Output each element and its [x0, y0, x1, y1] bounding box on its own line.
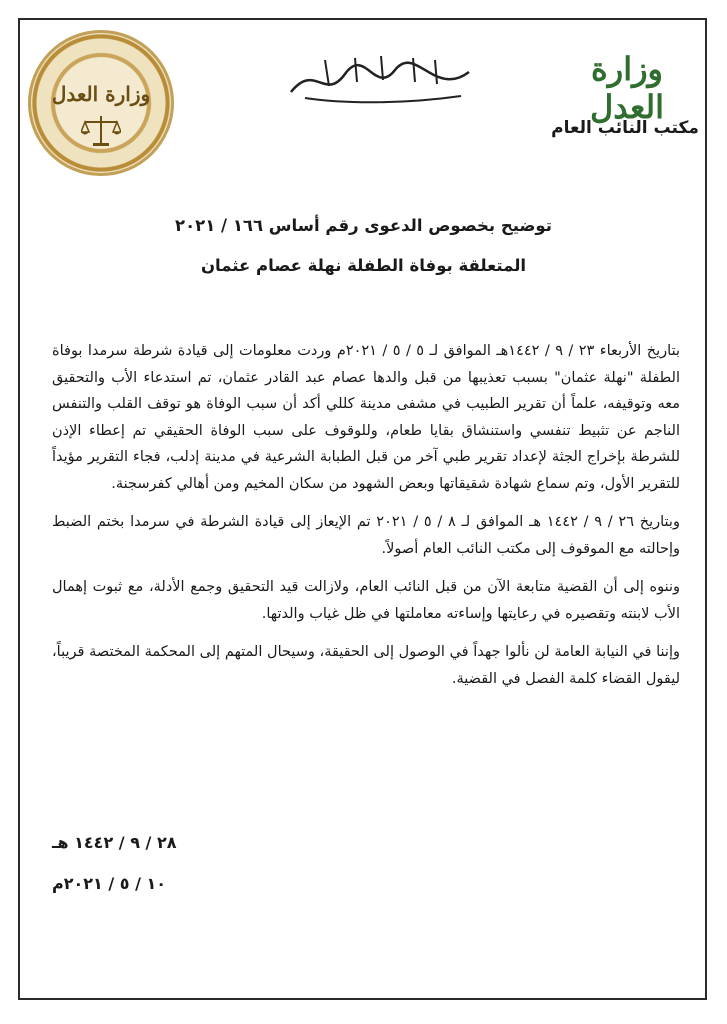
office-name: مكتب النائب العام	[551, 118, 699, 138]
document-body	[52, 338, 680, 704]
body-paragraph: بتاريخ الأربعاء ٢٣ / ٩ / ١٤٤٢هـ الموافق لـ ٥ / ٥ / ٢٠٢١م وردت معلومات إلى قيادة شرطة سرمدا بوفاة الطفلة "نهلة عثمان" بسبب تعذيبها من قبل والدها عصام عبد القادر عثمان، تم استدعاء الأب والتحقيق معه وتوقيفه، علماً أن تقرير الطبيب في مشفى مدينة كللي أكد أن سبب الوفاة هو توقف القلب والتنفس الناجم عن تثبيط تنفسي واستنشاق بقايا طعام، وللوقوف على سبب الوفاة الحقيقي تم إعطاء الإذن للشرطة بإخراج الجثة لإعداد تقرير طبي آخر من قبل الطبابة الشرعية في مدينة إدلب، فجاء التقرير مؤيداً للتقرير الأول، وتم سماع شهادة شقيقاتها وبعض الشهود من سكان المخيم ومن أهالي كفرسجنة.	[52, 343, 680, 492]
ministry-logotype: وزارة العدل	[589, 50, 665, 126]
body-paragraph: وننوه إلى أن القضية متابعة الآن من قبل النائب العام، ولازالت قيد التحقيق وجمع الأدلة، مع ثبوت إهمال الأب لابنته وتقصيره في رعايتها وإساءته معاملتها في ظل غياب والدتها.	[52, 579, 680, 622]
document-subtitle: المتعلقة بوفاة الطفلة نهلة عصام عثمان	[200, 256, 527, 275]
date-gregorian: ١٠ / ٥ / ٢٠٢١م	[52, 874, 167, 893]
seal-label: وزارة العدل	[51, 82, 151, 106]
basmala-calligraphy	[285, 52, 475, 108]
ministry-seal	[28, 30, 174, 176]
document-title: توضيح بخصوص الدعوى رقم أساس ١٦٦ / ٢٠٢١	[175, 216, 552, 235]
body-paragraph: وبتاريخ ٢٦ / ٩ / ١٤٤٢ هـ الموافق لـ ٨ / ٥ / ٢٠٢١ تم الإيعاز إلى قيادة الشرطة في سرمدا بختم الضبط وإحالته مع الموقوف إلى مكتب النائب العام أصولاً.	[52, 514, 680, 557]
scales-of-justice-icon	[81, 114, 121, 148]
body-paragraph: وإننا في النيابة العامة لن نألوا جهداً في الوصول إلى الحقيقة، وسيحال المتهم إلى المحكمة المختصة قريباً، ليقول القضاء كلمة الفصل في القضية.	[52, 644, 680, 687]
date-hijri: ٢٨ / ٩ / ١٤٤٢ هـ	[52, 833, 177, 852]
